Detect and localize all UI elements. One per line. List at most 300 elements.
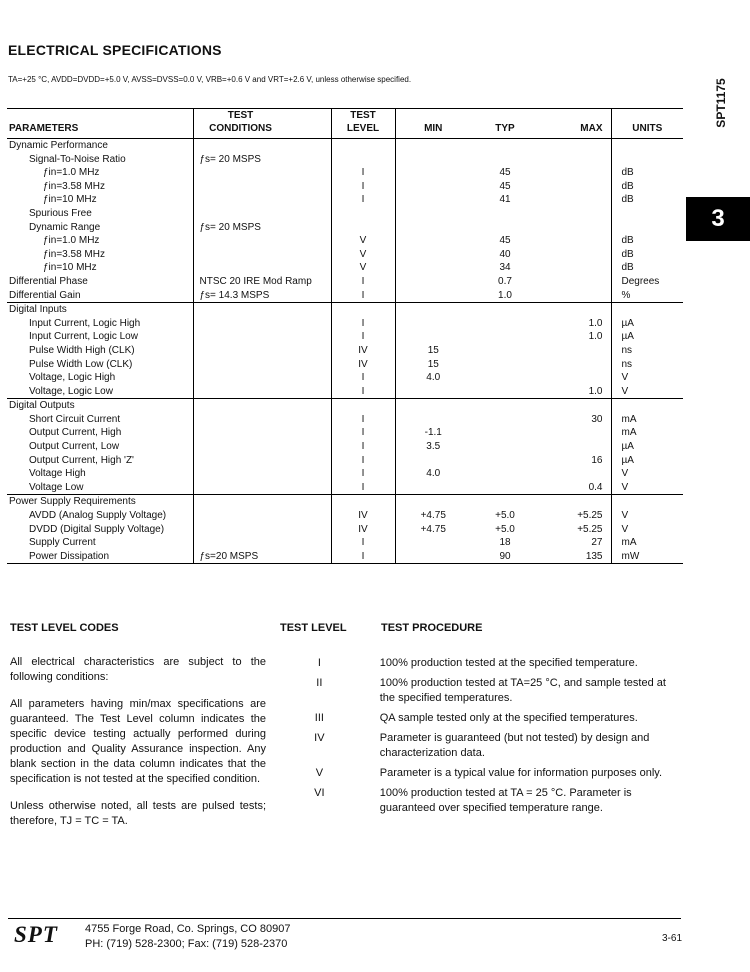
units-cell: dB	[611, 261, 683, 275]
parameter-cell: Pulse Width Low (CLK)	[29, 358, 133, 370]
conditions-cell	[193, 303, 331, 317]
max-cell	[539, 207, 611, 221]
header-typ: TYP	[495, 123, 515, 134]
min-cell	[395, 139, 471, 153]
test-level-cell: I	[331, 467, 395, 481]
max-cell: 16	[591, 454, 603, 466]
table-row	[7, 523, 683, 537]
typ-cell	[471, 344, 539, 358]
typ-cell: +5.0	[495, 510, 515, 522]
address-line: 4755 Forge Road, Co. Springs, CO 80907	[85, 923, 291, 935]
max-cell	[539, 371, 611, 385]
test-level-cell: IV	[331, 523, 395, 537]
table-row	[7, 495, 683, 509]
table-row	[7, 344, 683, 358]
min-cell	[395, 399, 471, 413]
table-row	[7, 330, 683, 344]
typ-cell	[471, 330, 539, 344]
test-procedure-text: Parameter is a typical value for information purposes only.	[379, 767, 662, 779]
test-level-list	[280, 656, 675, 821]
max-cell	[539, 248, 611, 262]
parameter-cell: Power Dissipation	[29, 550, 110, 562]
table-row	[7, 426, 683, 440]
typ-cell: 45	[499, 167, 511, 179]
test-level-codes-text	[10, 655, 266, 841]
table-row	[7, 289, 683, 303]
table-row	[7, 207, 683, 221]
test-level-cell: I	[331, 330, 395, 344]
units-cell	[611, 399, 683, 413]
test-level-code: VI	[314, 787, 325, 799]
typ-cell: 41	[499, 194, 511, 206]
min-cell	[395, 261, 471, 275]
units-cell: mA	[611, 426, 683, 440]
test-level-code: V	[315, 767, 324, 779]
conditions-cell	[193, 330, 331, 344]
typ-cell	[471, 317, 539, 331]
conditions-cell	[193, 180, 331, 194]
spec-section	[7, 399, 683, 495]
parameter-cell: Voltage Low	[29, 481, 84, 493]
typ-cell	[471, 207, 539, 221]
min-cell	[395, 234, 471, 248]
min-cell	[395, 413, 471, 427]
typ-cell	[471, 467, 539, 481]
table-row	[7, 536, 683, 550]
test-level-item	[280, 656, 675, 671]
table-row	[7, 248, 683, 262]
max-cell: 135	[585, 550, 603, 562]
table-row	[7, 317, 683, 331]
min-cell	[395, 166, 471, 180]
typ-cell: 40	[499, 248, 511, 260]
conditions-cell	[193, 440, 331, 454]
parameter-cell: Output Current, High 'Z'	[29, 454, 134, 466]
parameter-cell: Spurious Free	[29, 207, 92, 219]
parameter-cell: Differential Phase	[9, 275, 88, 287]
units-cell	[611, 139, 683, 153]
typ-cell	[471, 303, 539, 317]
electrical-spec-table	[7, 108, 683, 564]
test-level-cell: I	[331, 426, 395, 440]
side-part-number-text: SPT1175	[714, 78, 728, 128]
max-cell: 1.0	[588, 385, 603, 397]
conditions-cell	[193, 261, 331, 275]
conditions-cell	[193, 481, 331, 495]
paragraph: All parameters having min/max specifications are guaranteed. The Test Level column indicates the specific device testing actually performed during production and Quality Assurance inspection. Any blank section in the data column indicates that the specification is not tested at the specified condition.	[10, 698, 266, 785]
units-cell	[611, 303, 683, 317]
test-level-cell: I	[331, 371, 395, 385]
typ-cell	[471, 495, 539, 509]
test-level-code: I	[317, 657, 321, 669]
test-level-item	[280, 786, 675, 816]
max-cell: 0.4	[588, 481, 603, 493]
test-level-code: IV	[314, 732, 325, 744]
min-cell	[395, 153, 471, 167]
min-cell	[395, 481, 471, 495]
parameter-cell: ƒin=3.58 MHz	[43, 248, 105, 260]
max-cell	[539, 467, 611, 481]
units-cell: V	[611, 371, 683, 385]
header-test-level-text: TEST LEVEL	[346, 110, 380, 134]
table-row	[7, 399, 683, 413]
min-cell	[395, 495, 471, 509]
min-cell	[395, 303, 471, 317]
test-level-cell: V	[331, 234, 395, 248]
min-cell	[395, 275, 471, 289]
typ-cell	[471, 440, 539, 454]
parameter-cell: ƒin=1.0 MHz	[43, 167, 100, 179]
units-cell: µA	[611, 454, 683, 468]
parameter-cell: Power Supply Requirements	[9, 496, 136, 508]
parameter-cell: Differential Gain	[9, 289, 81, 301]
max-cell	[539, 261, 611, 275]
test-procedure-text: Parameter is guaranteed (but not tested) by design and characterization data.	[379, 732, 650, 759]
min-cell: 15	[395, 358, 471, 372]
parameter-cell: AVDD (Analog Supply Voltage)	[29, 510, 167, 522]
table-row	[7, 303, 683, 317]
parameter-cell: ƒin=3.58 MHz	[43, 180, 105, 192]
header-test-conditions-text: TEST CONDITIONS	[209, 110, 272, 134]
max-cell: +5.25	[577, 523, 603, 535]
conditions-cell	[193, 344, 331, 358]
typ-cell	[471, 426, 539, 440]
units-cell	[611, 221, 683, 235]
max-cell: 1.0	[588, 317, 603, 329]
units-cell	[611, 153, 683, 167]
test-procedure-text: QA sample tested only at the specified temperatures.	[379, 712, 638, 724]
typ-cell	[471, 221, 539, 235]
table-row	[7, 234, 683, 248]
table-row	[7, 467, 683, 481]
max-cell	[539, 426, 611, 440]
page-number: 3-61	[662, 933, 683, 944]
max-cell	[539, 440, 611, 454]
test-level-cell: I	[331, 413, 395, 427]
parameter-cell: DVDD (Digital Supply Voltage)	[29, 523, 165, 535]
units-cell: V	[611, 481, 683, 495]
typ-cell	[471, 139, 539, 153]
conditions-cell	[193, 207, 331, 221]
max-cell: 1.0	[588, 331, 603, 343]
conditions-cell: ƒs= 20 MSPS	[193, 221, 331, 235]
units-cell: dB	[611, 166, 683, 180]
min-cell: +4.75	[395, 523, 471, 537]
test-level-cell	[331, 399, 395, 413]
max-cell: +5.25	[577, 510, 603, 522]
max-cell	[539, 193, 611, 207]
typ-cell	[471, 371, 539, 385]
parameter-cell: Short Circuit Current	[29, 413, 121, 425]
parameter-cell: ƒin=10 MHz	[43, 194, 97, 206]
table-row	[7, 481, 683, 495]
footer-address	[85, 922, 290, 952]
conditions-cell	[193, 399, 331, 413]
test-level-cell	[331, 303, 395, 317]
units-cell: µA	[611, 330, 683, 344]
parameter-cell: Voltage, Logic High	[29, 372, 116, 384]
test-level-code: III	[314, 712, 324, 724]
typ-cell	[471, 413, 539, 427]
min-cell	[395, 330, 471, 344]
typ-cell	[471, 399, 539, 413]
typ-cell: +5.0	[495, 523, 515, 535]
conditions-cell	[193, 509, 331, 523]
conditions-cell	[193, 371, 331, 385]
test-level-cell: V	[331, 261, 395, 275]
typ-cell: 18	[499, 537, 511, 549]
header-min: MIN	[395, 109, 471, 139]
conditions-cell	[193, 317, 331, 331]
table-row	[7, 221, 683, 235]
footer-divider	[8, 918, 681, 919]
table-row	[7, 193, 683, 207]
table-row	[7, 261, 683, 275]
min-cell	[395, 221, 471, 235]
typ-cell: 0.7	[498, 275, 512, 287]
conditions-line: TA=+25 °C, AVDD=DVDD=+5.0 V, AVSS=DVSS=0.0 V, VRB=+0.6 V and VRT=+2.6 V, unless otherwise specified.	[8, 75, 412, 84]
min-cell	[395, 180, 471, 194]
units-cell	[611, 207, 683, 221]
min-cell	[395, 536, 471, 550]
paragraph: All electrical characteristics are subject to the following conditions:	[10, 656, 266, 683]
max-cell	[539, 344, 611, 358]
min-cell	[395, 289, 471, 303]
min-cell	[395, 454, 471, 468]
units-cell: V	[611, 467, 683, 481]
max-cell	[539, 358, 611, 372]
parameter-cell: Dynamic Performance	[9, 140, 108, 151]
min-cell	[395, 248, 471, 262]
conditions-cell	[193, 385, 331, 399]
test-level-cell: IV	[331, 509, 395, 523]
parameter-cell: Output Current, Low	[29, 441, 120, 453]
test-level-cell	[331, 153, 395, 167]
max-cell	[539, 221, 611, 235]
table-row	[7, 153, 683, 167]
units-cell: ns	[611, 358, 683, 372]
test-procedure-heading: TEST PROCEDURE	[381, 622, 483, 634]
table-row	[7, 139, 683, 153]
min-cell: 3.5	[395, 440, 471, 454]
spec-section	[7, 303, 683, 399]
test-level-cell: I	[331, 180, 395, 194]
test-level-cell: I	[331, 166, 395, 180]
parameter-cell: Output Current, High	[29, 427, 122, 439]
units-cell: µA	[611, 440, 683, 454]
test-level-item	[280, 731, 675, 761]
test-level-cell: V	[331, 248, 395, 262]
parameter-cell: Voltage, Logic Low	[29, 385, 113, 397]
test-procedure-text: 100% production tested at the specified temperature.	[379, 657, 638, 669]
test-level-item	[280, 711, 675, 726]
conditions-cell	[193, 467, 331, 481]
test-level-cell	[331, 495, 395, 509]
min-cell	[395, 550, 471, 564]
header-units: UNITS	[611, 109, 683, 139]
spec-section	[7, 139, 683, 303]
min-cell	[395, 207, 471, 221]
conditions-cell	[193, 426, 331, 440]
typ-cell	[471, 454, 539, 468]
parameter-cell: Pulse Width High (CLK)	[29, 344, 135, 356]
table-row	[7, 413, 683, 427]
typ-cell: 45	[499, 235, 511, 247]
parameter-cell: Voltage High	[29, 468, 86, 480]
conditions-cell	[193, 536, 331, 550]
units-cell: dB	[611, 180, 683, 194]
units-cell: V	[611, 385, 683, 399]
conditions-cell	[193, 495, 331, 509]
units-cell: dB	[611, 234, 683, 248]
test-level-cell: IV	[331, 358, 395, 372]
parameter-cell: Dynamic Range	[29, 221, 101, 233]
typ-cell	[471, 481, 539, 495]
test-level-cell	[331, 139, 395, 153]
table-row	[7, 385, 683, 399]
parameter-cell: ƒin=10 MHz	[43, 262, 97, 274]
header-parameters: PARAMETERS	[9, 123, 79, 134]
header-test-level	[331, 109, 395, 139]
parameter-cell: Digital Outputs	[9, 400, 75, 412]
units-cell: V	[611, 509, 683, 523]
typ-cell	[471, 385, 539, 399]
section-tab-marker: 3	[686, 197, 750, 241]
conditions-cell	[193, 523, 331, 537]
max-cell	[539, 495, 611, 509]
typ-cell: 90	[499, 550, 511, 562]
test-level-item	[280, 676, 675, 706]
max-cell	[539, 399, 611, 413]
test-procedure-text: 100% production tested at TA=25 °C, and sample tested at the specified temperatures.	[379, 677, 666, 704]
conditions-cell	[193, 139, 331, 153]
min-cell: 4.0	[395, 467, 471, 481]
min-cell	[395, 193, 471, 207]
test-level-cell	[331, 221, 395, 235]
table-row	[7, 358, 683, 372]
parameter-cell: Digital Inputs	[9, 304, 67, 316]
test-level-cell: I	[331, 481, 395, 495]
min-cell: 4.0	[395, 371, 471, 385]
parameter-cell: ƒin=1.0 MHz	[43, 235, 100, 247]
table-row	[7, 166, 683, 180]
conditions-cell: ƒs=20 MSPS	[193, 550, 331, 564]
units-cell: mA	[611, 413, 683, 427]
min-cell	[395, 385, 471, 399]
test-procedure-text: 100% production tested at TA = 25 °C. Parameter is guaranteed over specified temperature range.	[379, 787, 632, 814]
test-level-codes-heading: TEST LEVEL CODES	[10, 622, 119, 634]
max-cell	[539, 234, 611, 248]
parameter-cell: Input Current, Logic High	[29, 317, 141, 329]
units-cell: V	[611, 523, 683, 537]
table-row	[7, 550, 683, 564]
parameter-cell: Input Current, Logic Low	[29, 331, 138, 343]
spec-section	[7, 495, 683, 564]
typ-cell	[471, 358, 539, 372]
max-cell	[539, 303, 611, 317]
test-level-cell: I	[331, 385, 395, 399]
max-cell	[539, 166, 611, 180]
header-test-conditions	[193, 109, 331, 139]
side-part-number	[714, 68, 728, 138]
typ-cell: 34	[499, 262, 511, 274]
table-row	[7, 454, 683, 468]
units-cell: %	[611, 289, 683, 303]
test-level-cell: I	[331, 454, 395, 468]
typ-cell: 45	[499, 180, 511, 192]
max-cell: 27	[591, 537, 603, 549]
units-cell: Degrees	[611, 275, 683, 289]
typ-cell	[471, 153, 539, 167]
test-level-cell: I	[331, 317, 395, 331]
paragraph: Unless otherwise noted, all tests are pulsed tests; therefore, TJ = TC = TA.	[10, 800, 266, 827]
parameter-cell: Supply Current	[29, 537, 96, 549]
min-cell	[395, 317, 471, 331]
conditions-cell	[193, 193, 331, 207]
parameter-cell: Signal-To-Noise Ratio	[29, 153, 126, 165]
units-cell	[611, 495, 683, 509]
test-level-cell: IV	[331, 344, 395, 358]
table-header-row	[7, 109, 683, 139]
test-level-heading: TEST LEVEL	[280, 622, 347, 634]
test-level-code: II	[316, 677, 323, 689]
phone-line: PH: (719) 528-2300; Fax: (719) 528-2370	[85, 938, 288, 950]
test-level-cell: I	[331, 536, 395, 550]
min-cell: -1.1	[395, 426, 471, 440]
table-row	[7, 440, 683, 454]
max-cell	[539, 180, 611, 194]
table-row	[7, 275, 683, 289]
min-cell: 15	[395, 344, 471, 358]
header-max: MAX	[580, 123, 603, 134]
test-level-cell: I	[331, 275, 395, 289]
min-cell: +4.75	[395, 509, 471, 523]
test-level-cell: I	[331, 550, 395, 564]
units-cell: dB	[611, 193, 683, 207]
units-cell: mA	[611, 536, 683, 550]
table-row	[7, 180, 683, 194]
test-level-cell: I	[331, 440, 395, 454]
conditions-cell	[193, 234, 331, 248]
table-row	[7, 371, 683, 385]
units-cell: dB	[611, 248, 683, 262]
conditions-cell	[193, 413, 331, 427]
test-level-item	[280, 766, 675, 781]
max-cell	[539, 275, 611, 289]
max-cell	[539, 153, 611, 167]
typ-cell: 1.0	[498, 289, 512, 301]
conditions-cell	[193, 166, 331, 180]
test-level-cell: I	[331, 289, 395, 303]
units-cell: mW	[611, 550, 683, 564]
spt-logo: SPT	[14, 922, 58, 947]
conditions-cell	[193, 454, 331, 468]
max-cell	[539, 289, 611, 303]
max-cell: 30	[591, 413, 603, 425]
test-level-cell	[331, 207, 395, 221]
test-level-cell: I	[331, 193, 395, 207]
max-cell	[539, 139, 611, 153]
conditions-cell	[193, 358, 331, 372]
conditions-cell: ƒs= 20 MSPS	[193, 153, 331, 167]
conditions-cell: NTSC 20 IRE Mod Ramp	[193, 275, 331, 289]
conditions-cell	[193, 248, 331, 262]
table-row	[7, 509, 683, 523]
units-cell: ns	[611, 344, 683, 358]
page-title: ELECTRICAL SPECIFICATIONS	[8, 42, 222, 58]
conditions-cell: ƒs= 14.3 MSPS	[193, 289, 331, 303]
units-cell: µA	[611, 317, 683, 331]
